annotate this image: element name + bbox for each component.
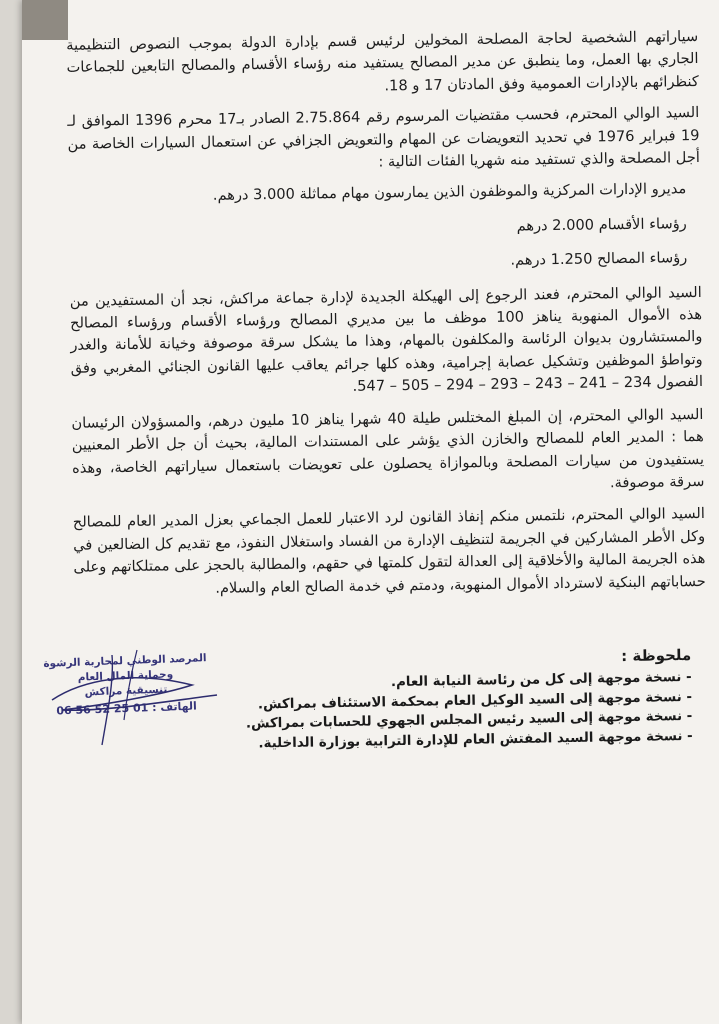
stamp-line-public-funds: وحماية المال العام (77, 668, 174, 684)
list-item-service-heads: رؤساء المصالح 1.250 درهم. (510, 249, 688, 269)
paragraph-embezzled-amount: السيد الوالي المحترم، إن المبلغ المختلس طيلة 40 شهرا يناهز 10 مليون درهم، والمسؤولان الرئيسان هما : المدير العام للمصالح والخازن الذي يؤشر على المستندات المالية، بحيث أن جل الأطر المعنيين يستفيدون من سيارات المصلحة وبالموازاة يحصلون على تعويضات باستعمال سياراتهم الخاصة، وهذه سرقة موصوفة. (71, 405, 705, 492)
paragraph-request: السيد الوالي المحترم، نلتمس منكم إنفاذ القانون لرد الاعتبار للعمل الجماعي بعزل المدير العام للمصالح وكل الأطر المشاركين في الجريمة لتنظيف الإدارة من الفساد واستغلال النفوذ، مع تقديم كل الضالعين في هذه الجريمة المالية والأخلاقية إلى العدالة لتقول كلمتها في حقهم، والمطالبة بالحجز على ممتلكاتهم وعلى حساباتهم البنكية لاسترداد الأموال المنهوبة، ودمتم في خدمة الصالح العام والسلام. (72, 505, 706, 597)
letter-body (66, 26, 706, 611)
copy-item: - نسخة موجهة إلى السيد الوكيل العام بمحكمة الاستئناف بمراكش. (222, 687, 692, 715)
paragraph-beneficiaries: السيد الوالي المحترم، فعند الرجوع إلى الهيكلة الجديدة لإدارة جماعة مراكش، نجد أن المستفيدين من هذه الأموال المنهوبة يناهز 100 موظف ما بين مديري المصالح ورؤساء الأقسام ورؤساء المصالح والمستشارون بديوان الرئاسة والمكلفون بالمهام، وهذا ما يشكل سرقة موصوفة وخيانة للأمانة والغدر وتواطؤ الموظفين وتشكيل عصابة إجرامية، وهذه كلها جرائم يعاقب عليها القانون الجنائي المغربي وفق الفصول 234 – 241 – 243 – 293 – 294 – 505 – 547. (69, 283, 704, 396)
copy-item: - نسخة موجهة إلى السيد رئيس المجلس الجهوي للحسابات بمراكش. (222, 707, 692, 735)
stamp-line-observatory: المرصد الوطني لمحاربة الرشوة (43, 652, 207, 670)
stamp-line-coordination: تنسيقية مراكش (84, 683, 168, 699)
page-corner-shadow (22, 0, 68, 40)
stamp-phone: الهاتف : 01 25 52 56 06 (56, 699, 198, 718)
paragraph-vehicles: سياراتهم الشخصية لحاجة المصلحة المخولين لرئيس قسم بإدارة الدولة بموجب النصوص التنظيمية الجاري بها العمل، وما ينطبق عن مدير المصالح يستفيد منه رؤساء الأقسام والمصالح التابعين للجماعات كنظرائهم بالإدارات العمومية وفق المادتان 17 و 18. (66, 27, 699, 95)
note-section (221, 646, 693, 754)
note-title: ملحوظة : (621, 645, 692, 666)
list-item-directors: مديرو الإدارات المركزية والموظفون الذين يمارسون مهام مماثلة 3.000 درهم. (212, 180, 687, 205)
organization-stamp (41, 651, 211, 731)
copies-list (222, 668, 693, 754)
copy-item: - نسخة موجهة السيد المفتش العام للإدارة الترابية بوزارة الداخلية. (223, 726, 693, 754)
paragraph-decree: السيد الوالي المحترم، فحسب مقتضيات المرسوم رقم 2.75.864 الصادر بـ17 محرم 1396 الموافق لـ 19 فبراير 1976 في تحديد التعويضات عن المهام والتعويض الجزافي عن استعمال السيارات الخاصة من أجل المصلحة والذي تستفيد منه شهريا الفئات التالية : (67, 104, 700, 171)
document-page (22, 0, 719, 1024)
copy-item: - نسخة موجهة إلى كل من رئاسة النيابة العام. (222, 668, 692, 696)
list-item-division-heads: رؤساء الأقسام 2.000 درهم (516, 215, 687, 235)
